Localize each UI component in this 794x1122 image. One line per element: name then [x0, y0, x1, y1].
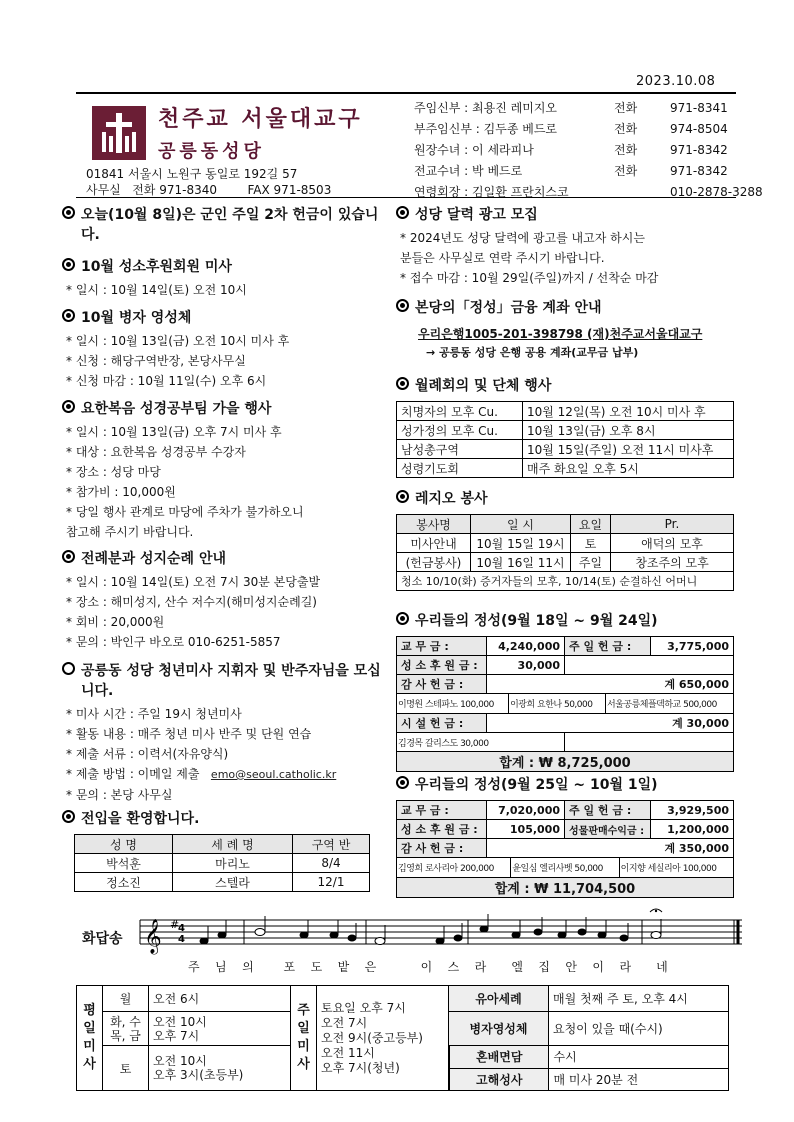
- list-item-continued: 참고해 주시기 바랍니다.: [66, 525, 194, 539]
- section-title: 10월 병자 영성체: [81, 310, 192, 326]
- staff-row: 주임신부 : 최용진 레미지오 전화 971-8341: [414, 100, 728, 115]
- staff-directory: [414, 97, 790, 202]
- notice-pilgrimage: [62, 548, 392, 652]
- legio-table: [396, 514, 734, 591]
- section-title: 레지오 봉사: [415, 491, 488, 507]
- section-title: 본당의「정성」금융 계좌 안내: [415, 300, 602, 316]
- list-item: * 일시 : 10월 14일(토) 오전 10시: [62, 280, 392, 300]
- svg-text:𝄞: 𝄞: [144, 919, 162, 954]
- section-bullet-icon: [396, 377, 409, 390]
- table-row: 성령기도회 매주 화요일 오후 5시: [397, 459, 734, 478]
- notice-calendar-ads: [396, 204, 736, 288]
- header-top-rule: [76, 92, 736, 94]
- section-bullet-icon: [62, 400, 75, 413]
- table-row: 시 설 헌 금 : 계 30,000: [397, 714, 734, 733]
- address-block: [86, 166, 331, 198]
- table-row: 성 소 후 원 금 : 105,000 성물판매수익금 : 1,200,000: [397, 820, 734, 839]
- table-header-row: 성 명 세 례 명 구역 반: [75, 835, 370, 854]
- section-title: 우리들의 정성(9월 25일 ~ 10월 1일): [415, 777, 658, 793]
- section-bullet-icon: [62, 309, 75, 322]
- header-bottom-rule: [76, 197, 736, 198]
- section-title: 오늘(10월 8일)은 군인 주일 2차 헌금이 있습니다.: [81, 207, 379, 243]
- section-title: 전례분과 성지순례 안내: [81, 551, 226, 567]
- section-bullet-icon: [396, 612, 409, 625]
- office-phone: 사무실 전화 971-8340 FAX 971-8503: [86, 183, 332, 197]
- staff-row: 연령회장 : 김일환 프란치스코 010-2878-3288: [414, 184, 763, 199]
- notice-bible-study: [62, 398, 392, 542]
- notice-sick-communion: [62, 307, 392, 391]
- newcomer-table: [74, 834, 370, 892]
- list-item: * 문의 : 본당 사무실: [62, 785, 392, 805]
- section-bullet-icon: [396, 490, 409, 503]
- offering-total: 합계 : ₩ 8,725,000: [397, 752, 734, 772]
- section-title: 공릉동 성당 청년미사 지휘자 및 반주자님을 모십니다.: [81, 663, 381, 699]
- bulletin-date: 2023.10.08: [636, 74, 716, 89]
- table-row: 치명자의 모후 Cu. 10월 12일(목) 오전 10시 미사 후: [397, 402, 734, 421]
- notice-military-collection: [62, 204, 392, 244]
- responsorial-psalm-label: 화답송: [82, 931, 123, 947]
- list-item: * 신청 : 해당구역반장, 본당사무실: [62, 351, 392, 371]
- section-bullet-icon: [62, 206, 75, 219]
- svg-text:#: #: [170, 918, 180, 931]
- psalm-lyrics: 주 님 의 포 도 밭 은 이 스 라 엘 집 안 이 라 네: [188, 960, 669, 974]
- notice-youth-mass-recruit: [62, 660, 392, 805]
- list-item: * 장소 : 해미성지, 산수 저수지(해미성지순례길): [62, 592, 392, 612]
- offering-table: [396, 636, 734, 772]
- section-bullet-icon: [396, 299, 409, 312]
- section-title: 성당 달력 광고 모집: [415, 207, 538, 223]
- table-row: 감 사 헌 금 : 계 650,000: [397, 675, 734, 694]
- list-item: * 회비 : 20,000원: [62, 612, 392, 632]
- church-emblem-icon: [92, 106, 146, 160]
- table-row: 박석훈 마리노 8/4: [75, 854, 370, 873]
- list-item: * 참가비 : 10,000원: [62, 482, 392, 502]
- staff-row: 부주임신부 : 김두종 베드로 전화 974-8504: [414, 121, 728, 136]
- table-row: 김경목 갈리스도 30,000: [397, 733, 734, 752]
- offering-table: [396, 800, 734, 898]
- staff-row: 전교수녀 : 박 베드로 전화 971-8342: [414, 163, 728, 178]
- notice-monthly-meetings: [396, 375, 736, 478]
- section-bullet-icon: [396, 776, 409, 789]
- list-item: * 당일 행사 관계로 마당에 주차가 불가하오니: [62, 502, 392, 522]
- list-item: * 일시 : 10월 13일(금) 오후 7시 미사 후: [62, 422, 392, 442]
- section-title: 전입을 환영합니다.: [81, 811, 200, 827]
- parish-name: 공릉동성당: [158, 141, 265, 162]
- list-item: * 제출 서류 : 이력서(자유양식): [62, 744, 392, 764]
- table-row: 정소진 스텔라 12/1: [75, 873, 370, 892]
- section-title: 우리들의 정성(9월 18일 ~ 9월 24일): [415, 613, 658, 629]
- list-item-continued: 분들은 사무실로 연락 주시기 바랍니다.: [400, 251, 605, 265]
- table-row: 청소 10/10(화) 증거자들의 모후, 10/14(토) 순결하신 어머니: [397, 572, 734, 591]
- meetings-table: [396, 401, 734, 478]
- offering-report-week1: [396, 610, 736, 772]
- table-row: (헌금봉사) 10월 16일 11시 주일 창조주의 모후: [397, 553, 734, 572]
- notice-legio-service: [396, 488, 736, 591]
- address: 01841 서울시 노원구 동일로 192길 57: [86, 167, 298, 181]
- svg-text:4: 4: [178, 934, 185, 945]
- sunday-mass-label: 주일미사: [291, 986, 317, 1091]
- section-title: 요한복음 성경공부팀 가을 행사: [81, 401, 272, 417]
- section-bullet-icon: [62, 810, 75, 823]
- church-title: 천주교 서울대교구: [158, 107, 363, 132]
- section-title: 월례회의 및 단체 행사: [415, 378, 552, 394]
- contact-email-link[interactable]: emo@seoul.catholic.kr: [210, 768, 337, 781]
- list-item: * 일시 : 10월 14일(토) 오전 7시 30분 본당출발: [62, 572, 392, 592]
- list-item: * 2024년도 성당 달력에 광고를 내고자 하시는: [396, 228, 736, 248]
- table-row: 교 무 금 : 7,020,000 주 일 헌 금 : 3,929,500: [397, 801, 734, 820]
- table-row: [397, 878, 734, 898]
- list-item: * 제출 방법 : 이메일 제출 emo@seoul.catholic.kr: [62, 764, 392, 785]
- church-logo: [92, 102, 363, 163]
- mass-schedule-table: 평일미사 월 오전 6시 주일미사 토요일 오후 7시 오전 7시 오전 9시(중고등부) 오전 11시 오후 7시(청년) 유아세례 매월 첫째 주 토, 오후 4시 화, 수 목, 금 오전 10시 오후 7시 병자영성체 요청이 있을 때(수시) 토 오전 10시 오후 3시(초등부) 혼배면담 수시 고해성사 매 미사 20분 전: [76, 985, 729, 1091]
- list-item: * 대상 : 요한복음 성경공부 수강자: [62, 442, 392, 462]
- notice-vocation-mass: [62, 256, 392, 300]
- list-item: * 미사 시간 : 주일 19시 청년미사: [62, 704, 392, 724]
- table-row: 이명원 스테파노 100,000 이광희 요한나 50,000 서울공릉체플덱하교 500,000: [397, 694, 734, 714]
- list-item: * 일시 : 10월 13일(금) 오전 10시 미사 후: [62, 331, 392, 351]
- staff-row: 원장수녀 : 이 세라피나 전화 971-8342: [414, 142, 728, 157]
- table-row: 남성총구역 10월 15일(주일) 오전 11시 미사후: [397, 440, 734, 459]
- weekday-mass-label: 평일미사: [77, 986, 103, 1091]
- table-row: 미사안내 10월 15일 19시 토 애덕의 모후: [397, 534, 734, 553]
- list-item: * 장소 : 성당 마당: [62, 462, 392, 482]
- table-row: 김영희 로사리아 200,000 윤일심 엘리사벳 50,000 이지향 세실리아 100,000: [397, 858, 734, 878]
- table-row: 교 무 금 : 4,240,000 주 일 헌 금 : 3,775,000: [397, 637, 734, 656]
- offering-report-week2: [396, 774, 736, 898]
- notice-bank-account: [396, 297, 736, 360]
- section-bullet-icon: [62, 550, 75, 563]
- section-bullet-icon: [396, 206, 409, 219]
- bank-account-number: 우리은행1005-201-398798 (재)천주교서울대교구: [418, 327, 703, 341]
- list-item: * 문의 : 박인구 바오로 010-6251-5857: [62, 632, 392, 652]
- notice-welcome-newcomers: [62, 808, 392, 892]
- list-item: * 신청 마감 : 10월 11일(수) 오후 6시: [62, 371, 392, 391]
- table-header-row: 봉사명 일 시 요일 Pr.: [397, 515, 734, 534]
- bank-account-note: → 공릉동 성당 은행 공용 계좌(교무금 납부): [426, 346, 639, 359]
- list-item: * 활동 내용 : 매주 청년 미사 반주 및 단원 연습: [62, 724, 392, 744]
- svg-text:4: 4: [178, 923, 185, 934]
- table-row: 감 사 헌 금 : 계 350,000: [397, 839, 734, 858]
- offering-total: 합계 : ₩ 11,704,500: [397, 878, 734, 898]
- section-bullet-icon: [62, 258, 75, 271]
- table-row: 성 소 후 원 금 : 30,000: [397, 656, 734, 675]
- list-item: * 접수 마감 : 10월 29일(주일)까지 / 선착순 마감: [396, 268, 736, 288]
- table-row: 성가정의 모후 Cu. 10월 13일(금) 오후 8시: [397, 421, 734, 440]
- section-title: 10월 성소후원회원 미사: [81, 259, 232, 275]
- section-bullet-icon: [62, 662, 75, 675]
- table-row: [397, 752, 734, 772]
